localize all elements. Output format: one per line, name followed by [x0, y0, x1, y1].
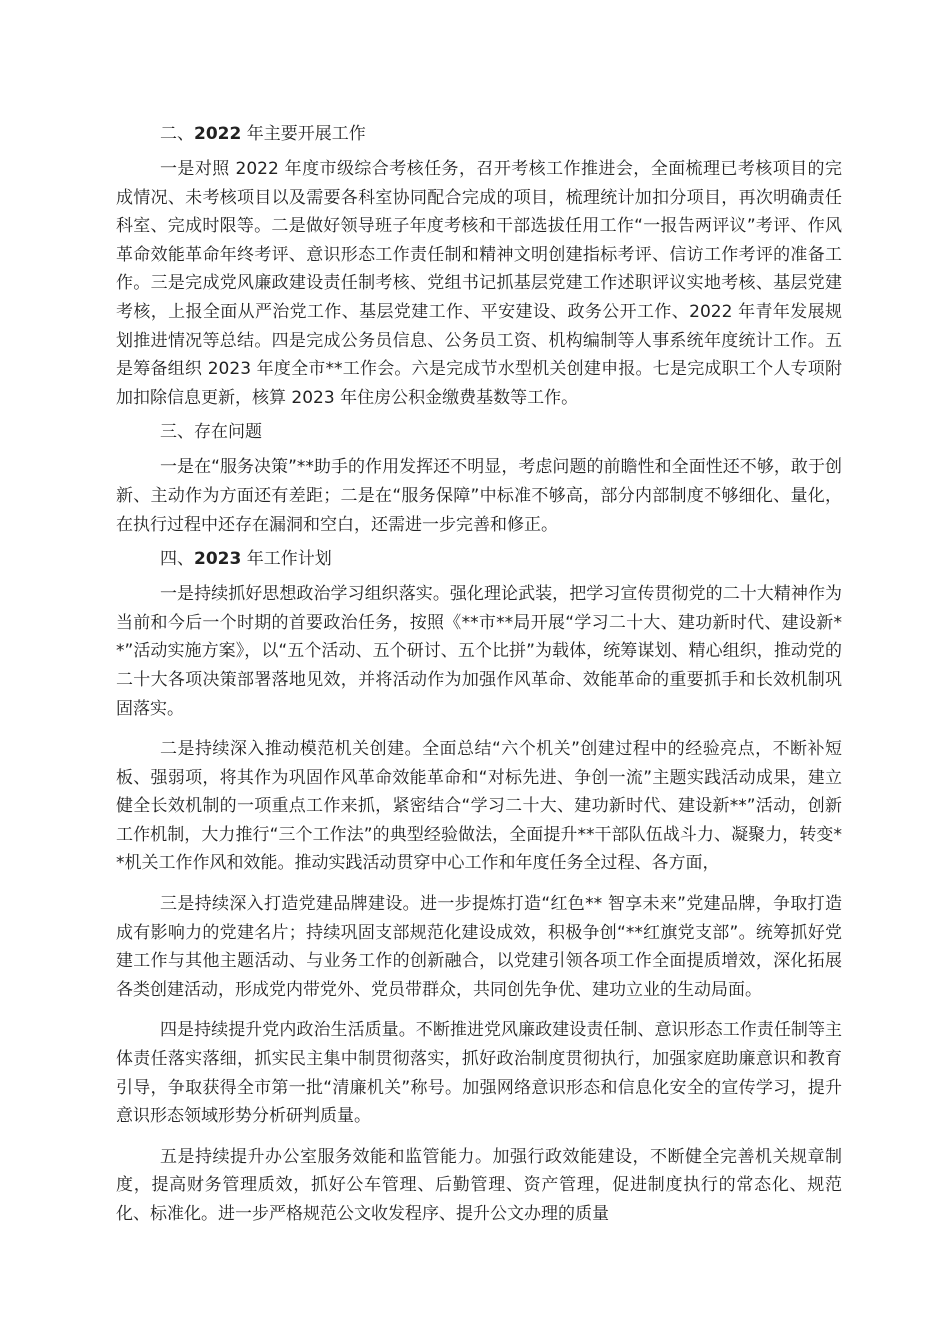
heading-suffix: 年工作计划 — [241, 549, 332, 570]
heading-prefix: 二、 — [160, 124, 194, 144]
paragraph-work-2022: 一是对照 2022 年度市级综合考核任务，召开考核工作推进会，全面梳理已考核项目的完成情况、未考核项目以及需要各科室协同配合完成的项目，梳理统计加扣分项目，再次明确责任科室、完成时限等。二是做好领导班子年度考核和干部选拔任用工作“一报告两评议”考评、作风革命效能革命年终考评、意识形态工作责任制和精神文明创建指标考评、信访工作考评的准备工作。三是完成党风廉政建设责任制考核、党组书记抓基层党建工作述职评议实地考核、基层党建考核，上报全面从严治党工作、基层党建工作、平安建设、政务公开工作、2022 年青年发展规划推进情况等总结。四是完成公务员信息、公务员工资、机构编制等人事系统年度统计工作。五是筹备组织 2023 年度全市**工作会。六是完成节水型机关创建申报。七是完成职工个人专项附加扣除信息更新，核算 2023 年住房公积金缴费基数等工作。 — [116, 159, 842, 408]
paragraph-plan-3: 三是持续深入打造党建品牌建设。进一步提炼打造“红色** 智享未来”党建品牌，争取打造成有影响力的党建名片；持续巩固支部规范化建设成效，积极争创“**红旗党支部”。统筹抓好党建工作与其他主题活动、与业务工作的创新融合，以党建引领各项工作全面提质增效，深化拓展各类创建活动，形成党内带党外、党员带群众，共同创先争优、建功立业的生动局面。 — [116, 894, 842, 1000]
section-heading-plan-2023 — [116, 545, 842, 573]
paragraph-plan-2: 二是持续深入推动模范机关创建。全面总结“六个机关”创建过程中的经验亮点，不断补短板、强弱项，将其作为巩固作风革命效能革命和“对标先进、争创一流”主题实践活动成果，建立健全长效机制的一项重点工作来抓，紧密结合“学习二十大、建功新时代、建设新**”活动，创新工作机制，大力推行“三个工作法”的典型经验做法，全面提升**干部队伍战斗力、凝聚力，转变**机关工作作风和效能。推动实践活动贯穿中心工作和年度任务全过程、各方面， — [116, 739, 842, 874]
section-heading-work-2022 — [116, 120, 842, 148]
heading-prefix: 三、 — [160, 422, 194, 443]
heading-year: 2023 — [194, 549, 242, 570]
paragraph-plan-5: 五是持续提升办公室服务效能和监管能力。加强行政效能建设，不断健全完善机关规章制度，提高财务管理质效，抓好公车管理、后勤管理、资产管理，促进制度执行的常态化、规范化、标准化。进一步严格规范公文收发程序、提升公文办理的质量 — [116, 1146, 842, 1224]
heading-prefix: 四、 — [160, 549, 194, 570]
heading-suffix: 存在问题 — [194, 422, 262, 443]
paragraph-problems: 一是在“服务决策”**助手的作用发挥还不明显，考虑问题的前瞻性和全面性还不够，敢于创新、主动作为方面还有差距；二是在“服务保障”中标准不够高，部分内部制度不够细化、量化，在执行过程中还存在漏洞和空白，还需进一步完善和修正。 — [116, 457, 842, 535]
heading-suffix: 年主要开展工作 — [241, 124, 366, 144]
paragraph-plan-1: 一是持续抓好思想政治学习组织落实。强化理论武装，把学习宣传贯彻党的二十大精神作为当前和今后一个时期的首要政治任务，按照《**市**局开展“学习二十大、建功新时代、建设新**”活动实施方案》，以“五个活动、五个研讨、五个比拼”为载体，统筹谋划、精心组织，推动党的二十大各项决策部署落地见效，并将活动作为加强作风革命、效能革命的重要抓手和长效机制巩固落实。 — [116, 584, 842, 719]
document-body — [116, 120, 842, 1235]
heading-year: 2022 — [194, 124, 242, 144]
section-heading-problems — [116, 418, 842, 446]
paragraph-plan-4: 四是持续提升党内政治生活质量。不断推进党风廉政建设责任制、意识形态工作责任制等主体责任落实落细，抓实民主集中制贯彻落实，抓好政治制度贯彻执行，加强家庭助廉意识和教育引导，争取获得全市第一批“清廉机关”称号。加强网络意识形态和信息化安全的宣传学习，提升意识形态领域形势分析研判质量。 — [116, 1020, 842, 1127]
